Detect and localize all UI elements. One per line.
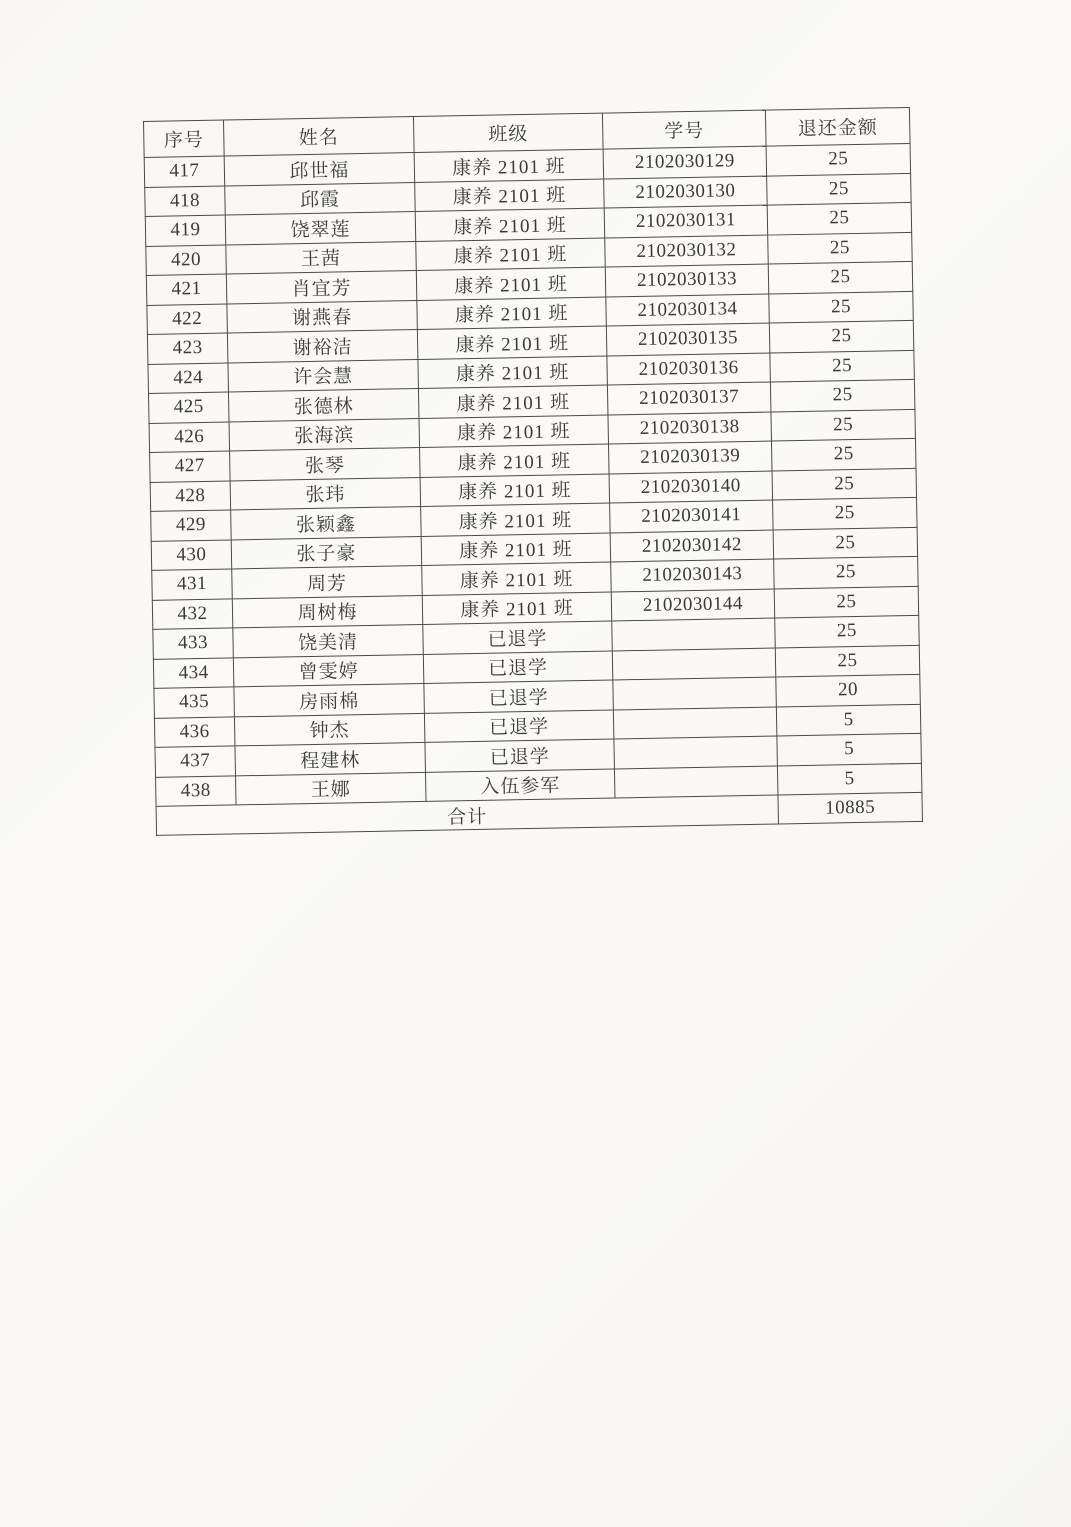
cell-name: 钟杰: [234, 713, 425, 746]
cell-student-id: 2102030135: [606, 323, 770, 355]
cell-student-id: 2102030139: [608, 441, 772, 473]
cell-student-id: 2102030132: [605, 235, 769, 267]
refund-table: [143, 107, 923, 836]
cell-no: 428: [150, 480, 231, 511]
cell-name: 周芳: [232, 565, 423, 598]
cell-name: 王娜: [236, 772, 427, 805]
cell-amount: 25: [773, 497, 918, 529]
cell-class: 康养 2101 班: [418, 356, 608, 389]
cell-no: 436: [154, 716, 235, 747]
refund-table-wrap: [143, 107, 922, 836]
cell-name: 张海滨: [229, 418, 420, 451]
cell-class: 康养 2101 班: [415, 179, 605, 212]
cell-name: 许会慧: [228, 359, 419, 392]
cell-name: 张德林: [228, 388, 419, 421]
cell-student-id: 2102030138: [608, 412, 772, 444]
cell-student-id: 2102030142: [610, 530, 774, 562]
cell-no: 418: [145, 186, 226, 217]
cell-amount: 25: [769, 291, 914, 323]
cell-class: 已退学: [423, 650, 613, 683]
cell-student-id: 2102030131: [604, 205, 768, 237]
cell-amount: 25: [775, 615, 920, 647]
cell-name: 程建林: [235, 742, 426, 775]
cell-student-id: 2102030141: [610, 500, 774, 532]
cell-name: 谢裕洁: [227, 330, 418, 363]
cell-student-id: [612, 648, 776, 680]
header-cell-amount: 退还金额: [765, 107, 910, 146]
cell-class: 康养 2101 班: [421, 503, 611, 536]
cell-no: 417: [144, 156, 225, 187]
cell-class: 康养 2101 班: [418, 385, 608, 418]
cell-class: 康养 2101 班: [420, 474, 610, 507]
cell-student-id: 2102030129: [603, 146, 767, 178]
cell-student-id: [612, 618, 776, 650]
cell-name: 曾雯婷: [233, 654, 424, 687]
cell-class: 已退学: [424, 680, 614, 713]
cell-amount: 25: [770, 379, 915, 411]
header-cell-student-id: 学号: [602, 110, 766, 149]
header-cell-name: 姓名: [223, 117, 414, 156]
cell-class: 康养 2101 班: [419, 415, 609, 448]
cell-amount: 5: [776, 704, 921, 736]
cell-student-id: 2102030144: [611, 589, 775, 621]
cell-student-id: 2102030130: [604, 176, 768, 208]
cell-name: 房雨棉: [234, 683, 425, 716]
cell-student-id: 2102030133: [605, 264, 769, 296]
cell-name: 邱世福: [224, 153, 415, 186]
cell-amount: 25: [771, 409, 916, 441]
cell-class: 康养 2101 班: [420, 444, 610, 477]
cell-class: 已退学: [425, 739, 615, 772]
cell-no: 434: [153, 657, 234, 688]
cell-no: 435: [154, 687, 235, 718]
cell-student-id: [613, 706, 777, 738]
cell-name: 肖宜芳: [226, 271, 417, 304]
cell-no: 422: [147, 303, 228, 334]
cell-class: 康养 2101 班: [414, 149, 604, 182]
cell-student-id: 2102030140: [609, 471, 773, 503]
cell-student-id: [614, 736, 778, 768]
cell-amount: 25: [774, 586, 919, 618]
cell-no: 426: [149, 421, 230, 452]
total-amount-cell: 10885: [778, 792, 923, 824]
cell-amount: 25: [775, 645, 920, 677]
cell-amount: 25: [772, 468, 917, 500]
cell-no: 420: [146, 245, 227, 276]
cell-no: 424: [148, 362, 229, 393]
cell-class: 已退学: [423, 621, 613, 654]
cell-student-id: 2102030136: [607, 353, 771, 385]
cell-class: 康养 2101 班: [421, 533, 611, 566]
cell-no: 421: [146, 274, 227, 305]
cell-class: 康养 2101 班: [417, 297, 607, 330]
total-label-cell: 合计: [156, 795, 778, 835]
cell-class: 康养 2101 班: [422, 591, 612, 624]
cell-amount: 25: [769, 320, 914, 352]
cell-class: 康养 2101 班: [416, 238, 606, 271]
cell-amount: 25: [768, 261, 913, 293]
cell-amount: 25: [773, 527, 918, 559]
cell-name: 张琴: [230, 447, 421, 480]
cell-amount: 25: [768, 232, 913, 264]
cell-amount: 25: [774, 556, 919, 588]
table-body: [144, 143, 922, 806]
header-cell-class: 班级: [413, 113, 603, 152]
cell-student-id: 2102030137: [607, 382, 771, 414]
cell-name: 饶翠莲: [225, 212, 416, 245]
cell-amount: 5: [777, 733, 922, 765]
cell-no: 427: [150, 451, 231, 482]
cell-amount: 25: [766, 143, 911, 175]
cell-student-id: [614, 765, 778, 797]
cell-name: 谢燕春: [227, 300, 418, 333]
cell-no: 423: [147, 333, 228, 364]
cell-no: 437: [155, 746, 236, 777]
cell-student-id: [613, 677, 777, 709]
cell-student-id: 2102030143: [611, 559, 775, 591]
cell-class: 康养 2101 班: [417, 326, 607, 359]
cell-amount: 25: [771, 438, 916, 470]
cell-class: 康养 2101 班: [416, 267, 606, 300]
cell-amount: 25: [767, 173, 912, 205]
cell-student-id: 2102030134: [606, 294, 770, 326]
cell-name: 张子豪: [231, 536, 422, 569]
cell-no: 431: [152, 569, 233, 600]
cell-class: 康养 2101 班: [415, 208, 605, 241]
cell-class: 已退学: [424, 709, 614, 742]
cell-name: 邱霞: [225, 182, 416, 215]
cell-no: 432: [152, 598, 233, 629]
header-cell-no: 序号: [144, 120, 225, 157]
cell-no: 419: [145, 215, 226, 246]
cell-name: 王茜: [226, 241, 417, 274]
cell-no: 433: [153, 628, 234, 659]
cell-amount: 5: [777, 763, 922, 795]
cell-amount: 25: [767, 202, 912, 234]
cell-name: 周树梅: [232, 595, 423, 628]
cell-name: 饶美清: [233, 624, 424, 657]
cell-name: 张玮: [230, 477, 421, 510]
cell-amount: 25: [770, 350, 915, 382]
cell-class: 康养 2101 班: [422, 562, 612, 595]
cell-no: 425: [148, 392, 229, 423]
cell-amount: 20: [776, 674, 921, 706]
cell-no: 429: [151, 510, 232, 541]
cell-no: 430: [151, 539, 232, 570]
cell-name: 张颖鑫: [231, 506, 422, 539]
cell-class: 入伍参军: [425, 768, 615, 801]
cell-no: 438: [156, 775, 237, 806]
